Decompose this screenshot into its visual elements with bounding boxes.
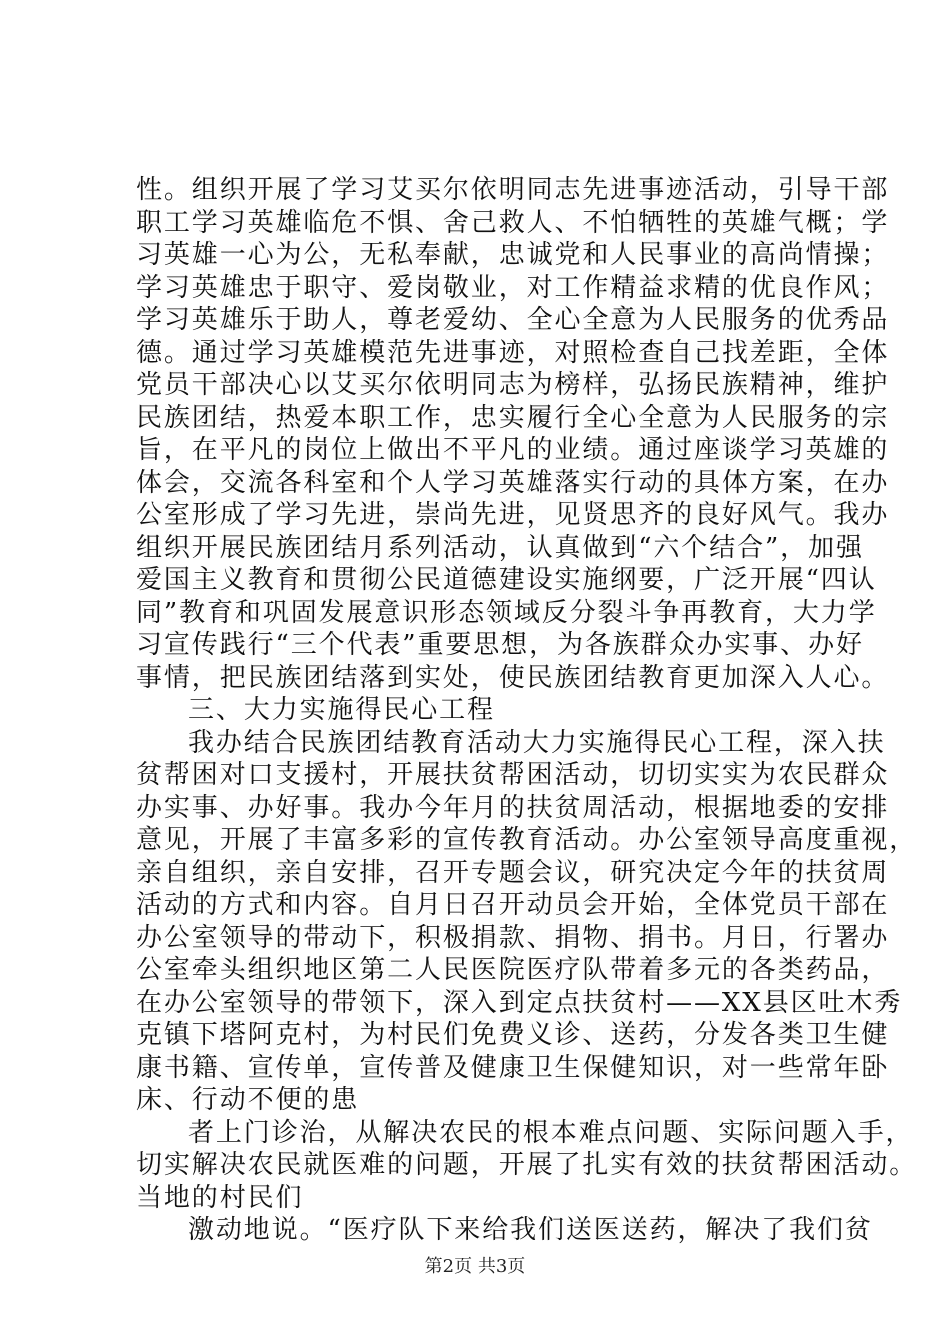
page-footer: 第2页 共3页	[424, 1256, 526, 1277]
text-line: 习英雄一心为公，无私奉献，忠诚党和人民事业的高尚情操；	[136, 240, 890, 270]
text-line: 在办公室领导的带领下，深入到定点扶贫村——XX县区吐木秀	[136, 987, 903, 1018]
text-line: 公室形成了学习先进，崇尚先进，见贤思齐的良好风气。我办	[136, 500, 890, 530]
text-line: 习宣传践行“三个代表”重要思想，为各族群众办实事、办好	[136, 630, 864, 660]
text-line: 贫帮困对口支援村，开展扶贫帮困活动，切切实实为农民群众	[136, 760, 890, 790]
text-line: 性。组织开展了学习艾买尔依明同志先进事迹活动，引导干部	[136, 175, 890, 205]
text-line: 同”教育和巩固发展意识形态领域反分裂斗争再教育，大力学	[136, 597, 877, 628]
text-line: 旨，在平凡的岗位上做出不平凡的业绩。通过座谈学习英雄的	[136, 435, 890, 465]
text-line: 我办结合民族团结教育活动大力实施得民心工程，深入扶	[188, 727, 886, 758]
text-line: 意见，开展了丰富多彩的宣传教育活动。办公室领导高度重视，	[136, 825, 918, 855]
text-line: 办实事、办好事。我办今年月的扶贫周活动，根据地委的安排	[136, 792, 890, 823]
text-line: 爱国主义教育和贯彻公民道德建设实施纲要，广泛开展“四认	[136, 565, 877, 595]
text-line: 职工学习英雄临危不惧、舍己救人、不怕牺牲的英雄气概；学	[136, 207, 890, 238]
text-line: 切实解决农民就医难的问题，开展了扎实有效的扶贫帮困活动。	[136, 1150, 918, 1180]
text-line: 德。通过学习英雄模范先进事迹，对照检查自己找差距，全体	[136, 337, 890, 368]
text-line: 床、行动不便的患	[136, 1085, 360, 1115]
text-line: 当地的村民们	[136, 1182, 304, 1213]
text-line: 者上门诊治，从解决农民的根本难点问题、实际问题入手，	[188, 1117, 914, 1148]
text-line: 体会，交流各科室和个人学习英雄落实行动的具体方案，在办	[136, 467, 890, 498]
text-line: 学习英雄忠于职守、爱岗敬业，对工作精益求精的优良作风；	[136, 272, 890, 303]
text-line: 亲自组织，亲自安排，召开专题会议，研究决定今年的扶贫周	[136, 857, 890, 888]
document-body	[136, 174, 918, 1247]
text-line: 事情，把民族团结落到实处，使民族团结教育更加深入人心。	[136, 662, 890, 693]
text-line: 办公室领导的带动下，积极捐款、捐物、捐书。月日，行署办	[136, 922, 890, 953]
text-line: 公室牵头组织地区第二人民医院医疗队带着多元的各类药品，	[136, 955, 890, 985]
text-line: 康书籍、宣传单，宣传普及健康卫生保健知识，对一些常年卧	[136, 1052, 890, 1083]
text-line: 激动地说。“医疗队下来给我们送医送药，解决了我们贫	[188, 1215, 873, 1245]
text-line: 民族团结，热爱本职工作，忠实履行全心全意为人民服务的宗	[136, 402, 890, 433]
text-line: 组织开展民族团结月系列活动，认真做到“六个结合”，加强	[136, 532, 864, 563]
text-line: 党员干部决心以艾买尔依明同志为榜样，弘扬民族精神，维护	[136, 370, 890, 400]
text-line: 克镇下塔阿克村，为村民们免费义诊、送药，分发各类卫生健	[136, 1020, 890, 1050]
text-line: 三、大力实施得民心工程	[188, 695, 495, 725]
text-line: 活动的方式和内容。自月日召开动员会开始，全体党员干部在	[136, 890, 890, 920]
text-line: 学习英雄乐于助人，尊老爱幼、全心全意为人民服务的优秀品	[136, 305, 890, 335]
